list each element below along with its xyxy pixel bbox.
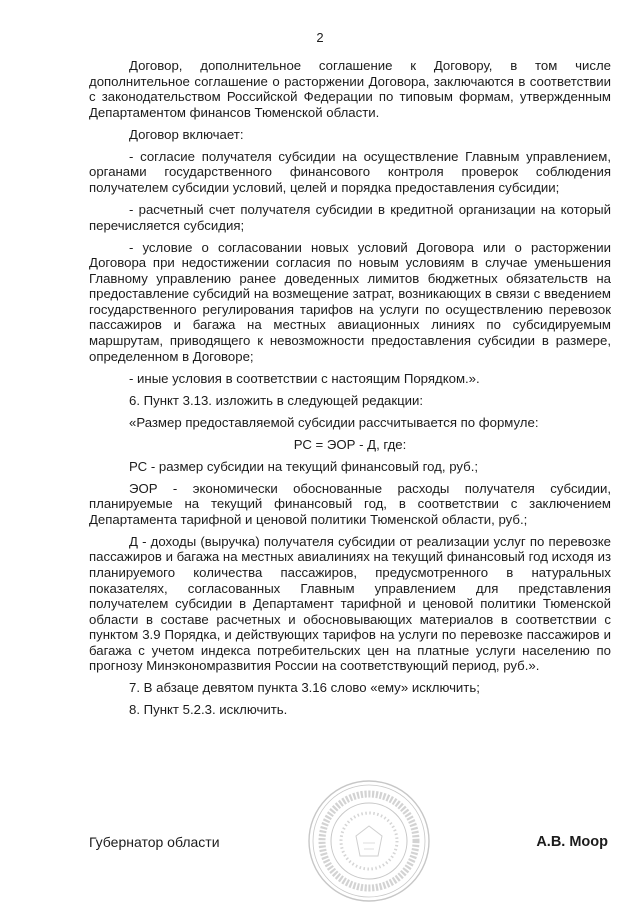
- paragraph: 6. Пункт 3.13. изложить в следующей редакции:: [129, 392, 424, 408]
- document-body: [89, 58, 611, 724]
- list-item: - иные условия в соответствии с настоящим Порядком.».: [129, 370, 480, 386]
- paragraph: 7. В абзаце девятом пункта 3.16 слово «ему» исключить;: [129, 680, 480, 696]
- paragraph: Договор, дополнительное соглашение к Договору, в том числе дополнительное соглашение о расторжении Договора, заключаются в соответствии с законодательством Российской Федерации по типовым формам, утвержденным Департаментом финансов Тюменской области.: [89, 58, 611, 120]
- list-item: - расчетный счет получателя субсидии в кредитной организации на который перечисляется субсидия;: [89, 201, 611, 233]
- list-item: - условие о согласовании новых условий Договора или о расторжении Договора при недостижении согласия по новым условиям в случае уменьшения Главному управлению ранее доведенных лимитов бюджетных обязательств на предоставление субсидий на возмещение затрат, возникающих в связи с введением государственного регулирования тарифов на услуги по осуществлению перевозок пассажиров и багажа на местных авиационных линиях по субсидируемым маршрутам, приводящего к невозможности предоставления субсидии в размере, определенном в Договоре;: [89, 239, 611, 364]
- page-number: 2: [316, 30, 324, 45]
- signatory-name: А.В. Моор: [536, 834, 608, 850]
- formula: РС = ЭОР - Д, где:: [293, 436, 407, 452]
- paragraph: 8. Пункт 5.2.3. исключить.: [129, 702, 288, 718]
- list-item: - согласие получателя субсидии на осуществление Главным управлением, органами государственного финансового контроля проверок соблюдения получателем субсидии условий, целей и порядка предоставления субсидии;: [89, 148, 611, 195]
- definition: РС - размер субсидии на текущий финансовый год, руб.;: [129, 458, 479, 474]
- official-seal-icon: [306, 778, 432, 904]
- paragraph: Договор включает:: [129, 126, 244, 142]
- paragraph: «Размер предоставляемой субсидии рассчитывается по формуле:: [129, 414, 539, 430]
- definition: ЭОР - экономически обоснованные расходы получателя субсидии, планируемые на текущий финансовый год, в соответствии с заключением Департамента тарифной и ценовой политики Тюменской области, руб.;: [89, 480, 611, 527]
- definition: Д - доходы (выручка) получателя субсидии от реализации услуг по перевозке пассажиров и багажа на местных авиалиниях на текущий финансовый год исходя из планируемого количества пассажиров, предусмотренного в натуральных показателях, согласованных Главным управлением для представления получателем субсидии в Департамент тарифной и ценовой политики Тюменской области в составе расчетных и обосновывающих материалов в соответствии с пунктом 3.9 Порядка, и действующих тарифов на услуги по перевозке пассажиров и багажа с учетом индекса потребительских цен на платные услуги населению по прогнозу Минэкономразвития России на соответствующий период, руб.».: [89, 533, 611, 674]
- signatory-position: Губернатор области: [89, 834, 220, 850]
